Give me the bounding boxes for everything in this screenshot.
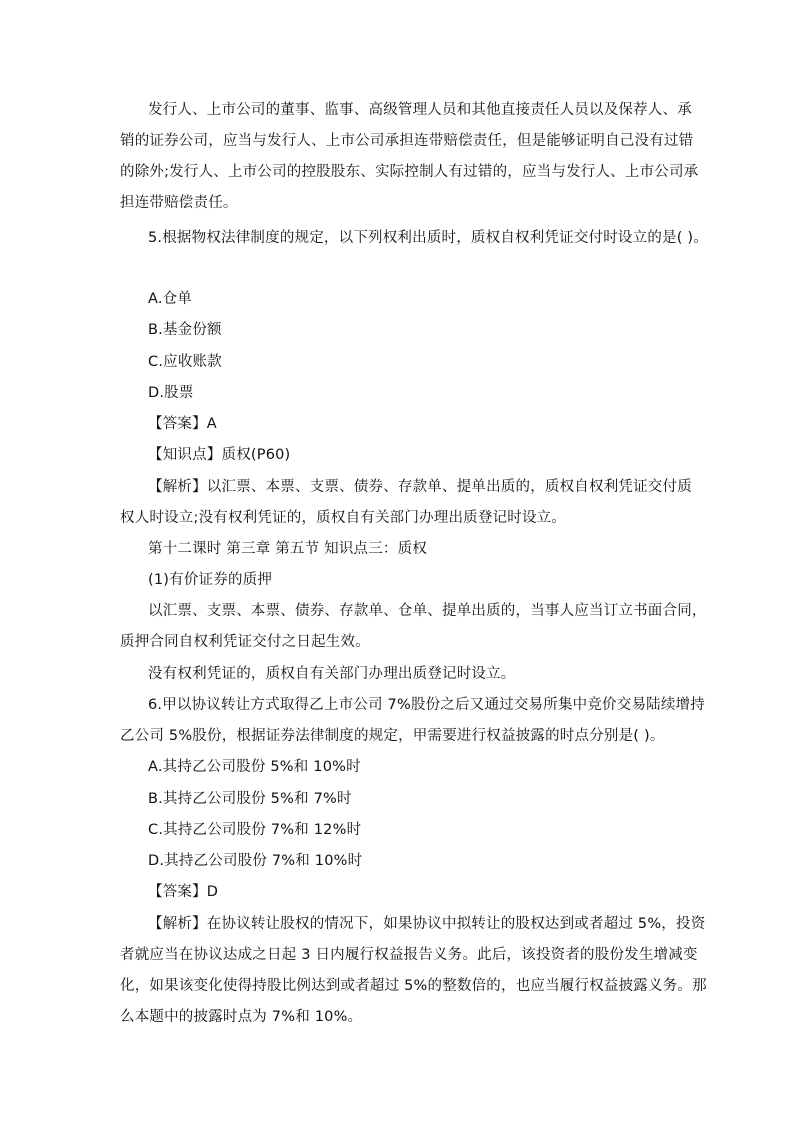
question-5-option-a: A.仓单: [148, 291, 193, 307]
paragraph-liability-line: 发行人、上市公司的董事、监事、高级管理人员和其他直接责任人员以及保荐人、承: [148, 102, 692, 118]
paragraph-liability-line: 销的证券公司，应当与发行人、上市公司承担连带赔偿责任，但是能够证明自己没有过错: [120, 133, 694, 149]
question-5-option-b: B.基金份额: [148, 322, 222, 338]
question-5-analysis: 【解析】以汇票、本票、支票、债券、存款单、提单出质的，质权自权利凭证交付质: [148, 479, 692, 495]
question-6-option-d: D.其持乙公司股份 7%和 10%时: [148, 853, 363, 869]
paragraph-liability-line: 担连带赔偿责任。: [120, 195, 238, 211]
question-6-analysis: 化，如果该变化使得持股比例达到或者超过 5%的整数倍的，也应当履行权益披露义务。那: [120, 978, 707, 994]
lesson-heading: 第十二课时 第三章 第五节 知识点三：质权: [148, 541, 428, 557]
lesson-body: 没有权利凭证的，质权自有关部门办理出质登记时设立。: [148, 666, 516, 682]
question-6-analysis: 么本题中的披露时点为 7%和 10%。: [120, 1009, 363, 1025]
question-5-answer: 【答案】A: [148, 416, 217, 432]
question-6-stem: 乙公司 5%股份，根据证券法律制度的规定，甲需要进行权益披露的时点分别是( )。: [120, 728, 665, 744]
question-6-answer: 【答案】D: [148, 884, 219, 900]
question-5-analysis: 权人时设立;没有权利凭证的，质权自有关部门办理出质登记时设立。: [120, 510, 567, 526]
question-6-analysis: 者就应当在协议达成之日起 3 日内履行权益报告义务。此后，该投资者的股份发生增减变: [120, 947, 698, 963]
question-5-option-d: D.股票: [148, 385, 194, 401]
question-6-option-c: C.其持乙公司股份 7%和 12%时: [148, 822, 362, 838]
question-6-option-b: B.其持乙公司股份 5%和 7%时: [148, 791, 352, 807]
question-5-option-c: C.应收账款: [148, 354, 222, 370]
lesson-subheading: (1)有价证券的质押: [148, 572, 273, 588]
lesson-body: 质押合同自权利凭证交付之日起生效。: [120, 634, 370, 650]
question-6-option-a: A.其持乙公司股份 5%和 10%时: [148, 759, 361, 775]
question-6-analysis: 【解析】在协议转让股权的情况下，如果协议中拟转让的股权达到或者超过 5%，投资: [148, 916, 706, 932]
question-5-knowledge-point: 【知识点】质权(P60): [148, 447, 291, 463]
lesson-body: 以汇票、支票、本票、债券、存款单、仓单、提单出质的，当事人应当订立书面合同，: [148, 603, 707, 619]
question-6-stem: 6.甲以协议转让方式取得乙上市公司 7%股份之后又通过交易所集中竞价交易陆续增持: [148, 697, 705, 713]
question-5-stem: 5.根据物权法律制度的规定，以下列权利出质时，质权自权利凭证交付时设立的是( )。: [148, 230, 708, 246]
paragraph-liability-line: 的除外;发行人、上市公司的控股股东、实际控制人有过错的，应当与发行人、上市公司承: [120, 164, 699, 180]
